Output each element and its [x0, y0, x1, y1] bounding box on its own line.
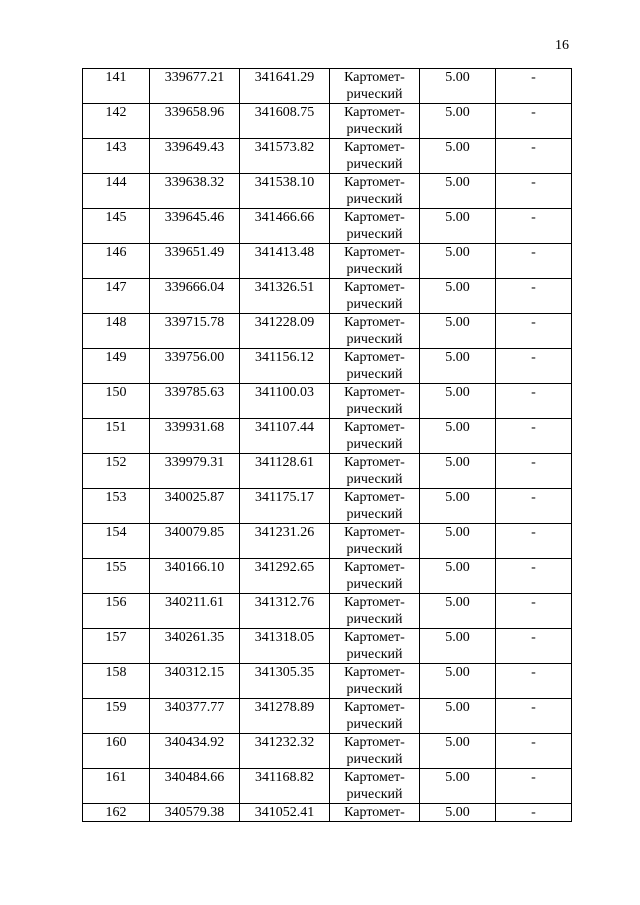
point-number-cell: 152 [83, 454, 150, 489]
x-coordinate-cell: 339785.63 [150, 384, 240, 419]
point-number-cell: 144 [83, 174, 150, 209]
description-cell: - [496, 384, 572, 419]
method-cell [330, 419, 420, 454]
method-text-line1: Картомет- [344, 245, 405, 260]
accuracy-cell: 5.00 [420, 314, 496, 349]
table-body [83, 69, 572, 822]
table-row [83, 174, 572, 209]
method-text-line1: Картомет- [344, 490, 405, 505]
accuracy-cell: 5.00 [420, 209, 496, 244]
method-text-line2: рический [346, 297, 403, 312]
description-cell: - [496, 139, 572, 174]
accuracy-cell: 5.00 [420, 524, 496, 559]
point-number-cell: 155 [83, 559, 150, 594]
accuracy-cell: 5.00 [420, 69, 496, 104]
method-text-line2: рический [346, 752, 403, 767]
point-number-cell: 143 [83, 139, 150, 174]
point-number-cell: 162 [83, 804, 150, 822]
accuracy-cell: 5.00 [420, 699, 496, 734]
description-cell: - [496, 559, 572, 594]
x-coordinate-cell: 339756.00 [150, 349, 240, 384]
method-text-line2: рический [346, 717, 403, 732]
x-coordinate-cell: 339677.21 [150, 69, 240, 104]
coordinates-table [82, 68, 572, 822]
y-coordinate-cell: 341305.35 [240, 664, 330, 699]
x-coordinate-cell: 340261.35 [150, 629, 240, 664]
method-cell [330, 804, 420, 822]
x-coordinate-cell: 339666.04 [150, 279, 240, 314]
description-cell: - [496, 349, 572, 384]
accuracy-cell: 5.00 [420, 349, 496, 384]
accuracy-cell: 5.00 [420, 734, 496, 769]
point-number-cell: 159 [83, 699, 150, 734]
method-cell [330, 349, 420, 384]
point-number-cell: 148 [83, 314, 150, 349]
description-cell: - [496, 244, 572, 279]
description-cell: - [496, 69, 572, 104]
x-coordinate-cell: 340312.15 [150, 664, 240, 699]
point-number-cell: 157 [83, 629, 150, 664]
y-coordinate-cell: 341168.82 [240, 769, 330, 804]
y-coordinate-cell: 341232.32 [240, 734, 330, 769]
y-coordinate-cell: 341326.51 [240, 279, 330, 314]
accuracy-cell: 5.00 [420, 804, 496, 822]
accuracy-cell: 5.00 [420, 139, 496, 174]
method-text-line2: рический [346, 577, 403, 592]
x-coordinate-cell: 340025.87 [150, 489, 240, 524]
method-text-line1: Картомет- [344, 595, 405, 610]
method-cell [330, 279, 420, 314]
method-cell [330, 104, 420, 139]
y-coordinate-cell: 341231.26 [240, 524, 330, 559]
x-coordinate-cell: 340484.66 [150, 769, 240, 804]
table-row [83, 699, 572, 734]
point-number-cell: 151 [83, 419, 150, 454]
y-coordinate-cell: 341156.12 [240, 349, 330, 384]
accuracy-cell: 5.00 [420, 769, 496, 804]
table-row [83, 734, 572, 769]
method-text-line1: Картомет- [344, 700, 405, 715]
method-text-line2: рический [346, 262, 403, 277]
y-coordinate-cell: 341100.03 [240, 384, 330, 419]
y-coordinate-cell: 341608.75 [240, 104, 330, 139]
method-text-line2: рический [346, 122, 403, 137]
method-cell [330, 769, 420, 804]
description-cell: - [496, 489, 572, 524]
accuracy-cell: 5.00 [420, 629, 496, 664]
accuracy-cell: 5.00 [420, 594, 496, 629]
description-cell: - [496, 314, 572, 349]
page-number: 16 [555, 38, 569, 53]
method-text-line2: рический [346, 157, 403, 172]
method-text-line1: Картомет- [344, 210, 405, 225]
accuracy-cell: 5.00 [420, 174, 496, 209]
method-text-line1: Картомет- [344, 175, 405, 190]
x-coordinate-cell: 340079.85 [150, 524, 240, 559]
accuracy-cell: 5.00 [420, 489, 496, 524]
point-number-cell: 154 [83, 524, 150, 559]
table-row [83, 244, 572, 279]
description-cell: - [496, 104, 572, 139]
method-text-line1: Картомет- [344, 805, 405, 820]
method-text-line2: рический [346, 367, 403, 382]
point-number-cell: 146 [83, 244, 150, 279]
table-row [83, 629, 572, 664]
method-text-line1: Картомет- [344, 735, 405, 750]
accuracy-cell: 5.00 [420, 664, 496, 699]
method-text-line1: Картомет- [344, 560, 405, 575]
method-text-line1: Картомет- [344, 280, 405, 295]
method-text-line2: рический [346, 647, 403, 662]
method-text-line2: рический [346, 542, 403, 557]
point-number-cell: 150 [83, 384, 150, 419]
x-coordinate-cell: 339658.96 [150, 104, 240, 139]
y-coordinate-cell: 341292.65 [240, 559, 330, 594]
table-row [83, 69, 572, 104]
method-text-line1: Картомет- [344, 385, 405, 400]
description-cell: - [496, 629, 572, 664]
table-row [83, 139, 572, 174]
table-row [83, 489, 572, 524]
method-cell [330, 174, 420, 209]
table-row [83, 769, 572, 804]
method-text-line2: рический [346, 227, 403, 242]
method-cell [330, 734, 420, 769]
method-text-line2: рический [346, 472, 403, 487]
method-text-line1: Картомет- [344, 105, 405, 120]
method-cell [330, 559, 420, 594]
point-number-cell: 161 [83, 769, 150, 804]
method-text-line2: рический [346, 402, 403, 417]
y-coordinate-cell: 341107.44 [240, 419, 330, 454]
method-cell [330, 454, 420, 489]
method-cell [330, 699, 420, 734]
y-coordinate-cell: 341573.82 [240, 139, 330, 174]
method-text-line1: Картомет- [344, 525, 405, 540]
table-row [83, 559, 572, 594]
description-cell: - [496, 769, 572, 804]
y-coordinate-cell: 341466.66 [240, 209, 330, 244]
table-row [83, 594, 572, 629]
method-cell [330, 664, 420, 699]
method-cell [330, 594, 420, 629]
accuracy-cell: 5.00 [420, 454, 496, 489]
description-cell: - [496, 279, 572, 314]
method-text-line1: Картомет- [344, 350, 405, 365]
method-text-line2: рический [346, 612, 403, 627]
accuracy-cell: 5.00 [420, 244, 496, 279]
table-row [83, 524, 572, 559]
description-cell: - [496, 419, 572, 454]
x-coordinate-cell: 340211.61 [150, 594, 240, 629]
description-cell: - [496, 524, 572, 559]
x-coordinate-cell: 340579.38 [150, 804, 240, 822]
y-coordinate-cell: 341052.41 [240, 804, 330, 822]
x-coordinate-cell: 340166.10 [150, 559, 240, 594]
x-coordinate-cell: 339651.49 [150, 244, 240, 279]
method-text-line1: Картомет- [344, 630, 405, 645]
point-number-cell: 156 [83, 594, 150, 629]
method-text-line2: рический [346, 682, 403, 697]
table-row [83, 209, 572, 244]
method-text-line2: рический [346, 787, 403, 802]
method-text-line2: рический [346, 332, 403, 347]
y-coordinate-cell: 341312.76 [240, 594, 330, 629]
method-text-line1: Картомет- [344, 770, 405, 785]
table-row [83, 804, 572, 822]
description-cell: - [496, 804, 572, 822]
method-text-line1: Картомет- [344, 420, 405, 435]
x-coordinate-cell: 339649.43 [150, 139, 240, 174]
x-coordinate-cell: 339645.46 [150, 209, 240, 244]
table-row [83, 664, 572, 699]
method-cell [330, 524, 420, 559]
accuracy-cell: 5.00 [420, 279, 496, 314]
description-cell: - [496, 209, 572, 244]
x-coordinate-cell: 339638.32 [150, 174, 240, 209]
description-cell: - [496, 664, 572, 699]
accuracy-cell: 5.00 [420, 384, 496, 419]
x-coordinate-cell: 339931.68 [150, 419, 240, 454]
table-row [83, 454, 572, 489]
point-number-cell: 153 [83, 489, 150, 524]
method-cell [330, 69, 420, 104]
table-row [83, 104, 572, 139]
y-coordinate-cell: 341641.29 [240, 69, 330, 104]
x-coordinate-cell: 340377.77 [150, 699, 240, 734]
accuracy-cell: 5.00 [420, 419, 496, 454]
method-cell [330, 209, 420, 244]
y-coordinate-cell: 341318.05 [240, 629, 330, 664]
method-cell [330, 489, 420, 524]
point-number-cell: 149 [83, 349, 150, 384]
method-cell [330, 384, 420, 419]
method-text-line1: Картомет- [344, 455, 405, 470]
x-coordinate-cell: 339979.31 [150, 454, 240, 489]
point-number-cell: 142 [83, 104, 150, 139]
method-cell [330, 629, 420, 664]
table-row [83, 419, 572, 454]
y-coordinate-cell: 341413.48 [240, 244, 330, 279]
description-cell: - [496, 174, 572, 209]
description-cell: - [496, 594, 572, 629]
method-cell [330, 314, 420, 349]
accuracy-cell: 5.00 [420, 104, 496, 139]
method-cell [330, 139, 420, 174]
accuracy-cell: 5.00 [420, 559, 496, 594]
y-coordinate-cell: 341278.89 [240, 699, 330, 734]
y-coordinate-cell: 341228.09 [240, 314, 330, 349]
table-row [83, 349, 572, 384]
x-coordinate-cell: 339715.78 [150, 314, 240, 349]
table-row [83, 314, 572, 349]
method-text-line1: Картомет- [344, 315, 405, 330]
y-coordinate-cell: 341128.61 [240, 454, 330, 489]
point-number-cell: 160 [83, 734, 150, 769]
point-number-cell: 141 [83, 69, 150, 104]
point-number-cell: 145 [83, 209, 150, 244]
method-text-line2: рический [346, 507, 403, 522]
x-coordinate-cell: 340434.92 [150, 734, 240, 769]
method-text-line1: Картомет- [344, 140, 405, 155]
point-number-cell: 158 [83, 664, 150, 699]
method-text-line2: рический [346, 192, 403, 207]
description-cell: - [496, 454, 572, 489]
table-row [83, 384, 572, 419]
y-coordinate-cell: 341175.17 [240, 489, 330, 524]
method-cell [330, 244, 420, 279]
method-text-line1: Картомет- [344, 70, 405, 85]
point-number-cell: 147 [83, 279, 150, 314]
table-row [83, 279, 572, 314]
y-coordinate-cell: 341538.10 [240, 174, 330, 209]
method-text-line2: рический [346, 87, 403, 102]
description-cell: - [496, 699, 572, 734]
method-text-line2: рический [346, 437, 403, 452]
method-text-line1: Картомет- [344, 665, 405, 680]
description-cell: - [496, 734, 572, 769]
